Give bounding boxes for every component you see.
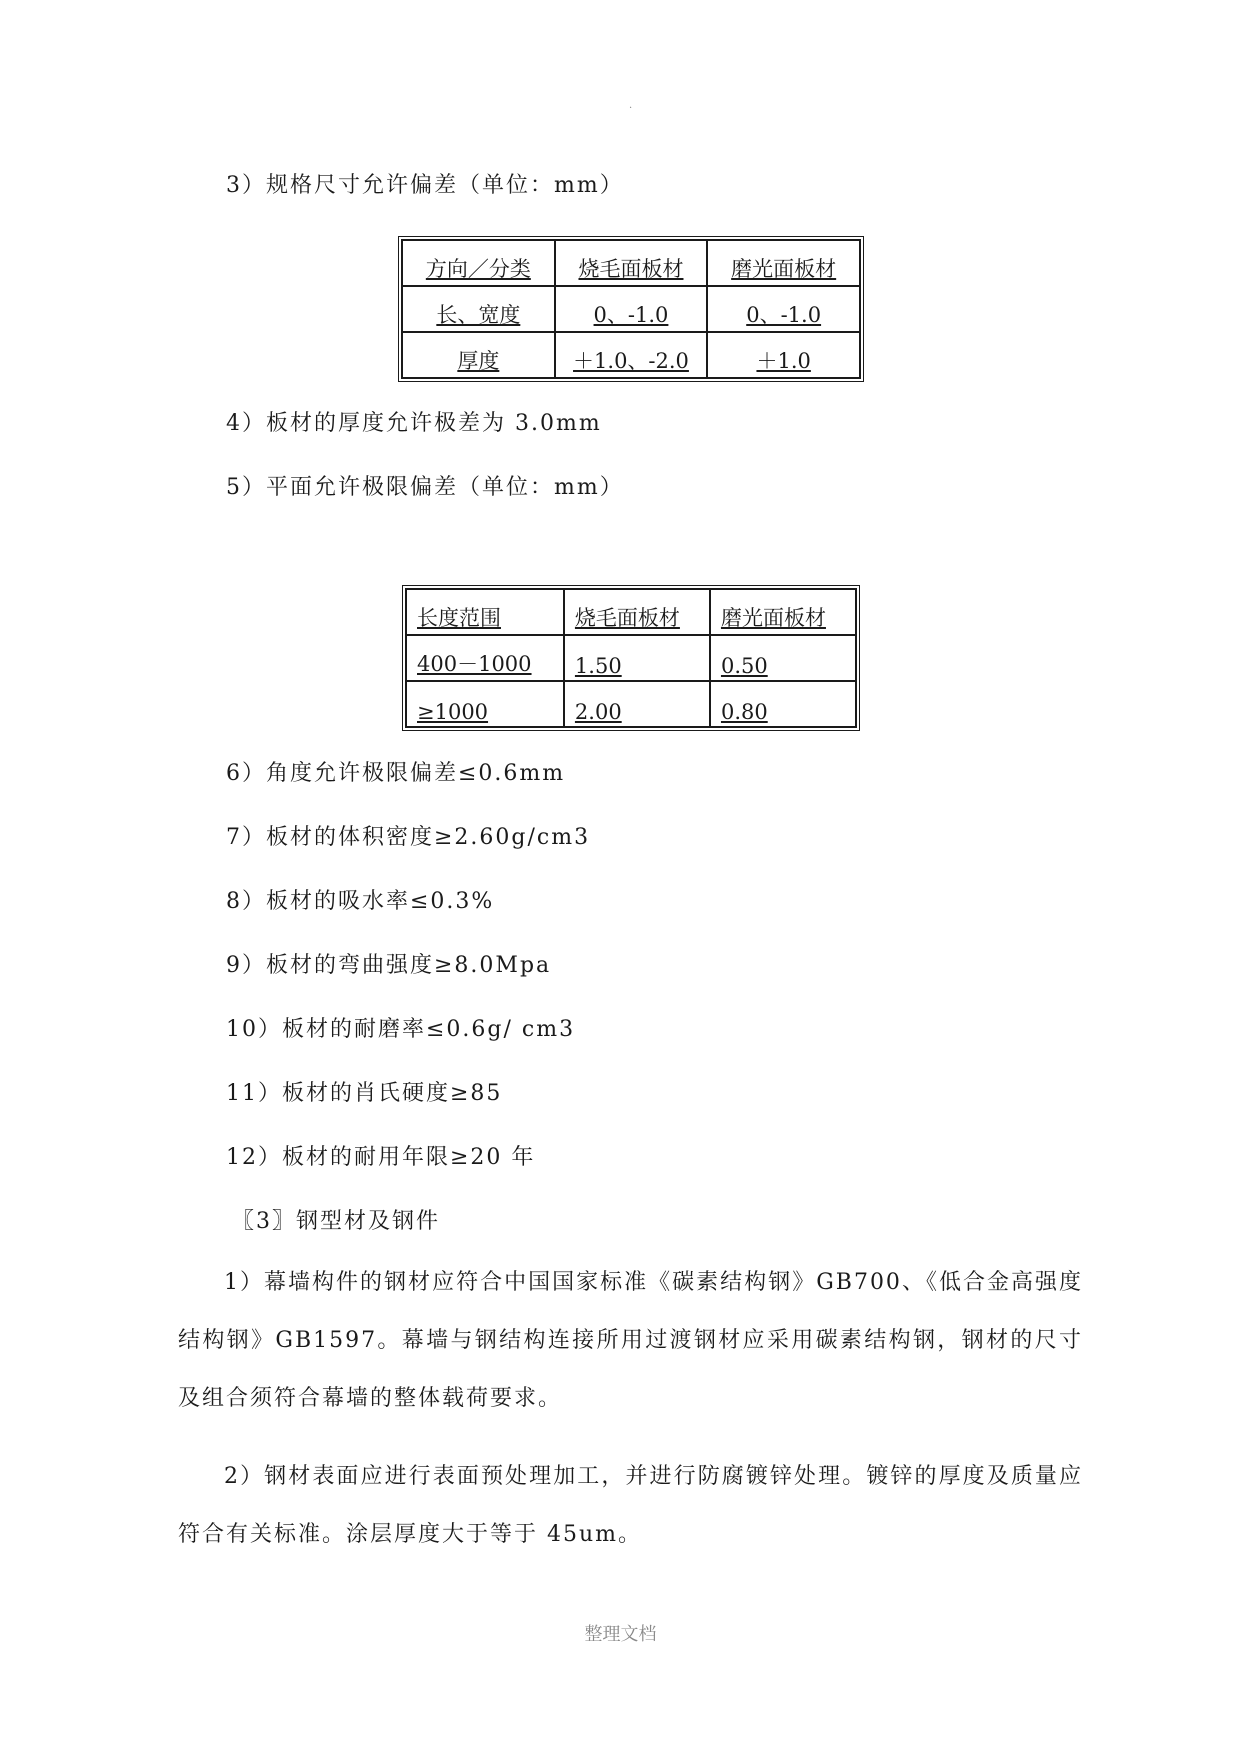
list-item: 12）板材的耐用年限≥20 年 [226,1145,536,1170]
section3-heading: 〖3〗钢型材及钢件 [232,1209,440,1234]
table-header-cell: 磨光面板材 [731,257,837,281]
item5-heading: 5）平面允许极限偏差（单位：mm） [226,475,624,500]
table-header-cell: 烧毛面板材 [578,257,684,281]
table-cell: 400－1000 [417,652,532,676]
flatness-table [402,585,860,731]
table-row [406,681,856,727]
tolerance-table [398,236,864,382]
item3-heading: 3）规格尺寸允许偏差（单位：mm） [226,173,624,198]
list-item: 11）板材的肖氏硬度≥85 [226,1081,503,1106]
table-cell: 0、-1.0 [593,303,669,327]
table-cell: 2.00 [574,700,622,724]
top-mark: . [629,100,633,111]
paragraph [178,1254,1083,1428]
list-item: 9）板材的弯曲强度≥8.0Mpa [226,953,552,978]
item4: 4）板材的厚度允许极差为 3.0mm [226,411,602,436]
table-row [406,635,856,681]
table-cell: 1.50 [574,654,622,678]
table-cell: ≥1000 [417,700,489,724]
table-cell: 厚度 [457,349,500,373]
table-cell: 0.80 [720,700,768,724]
paragraph [178,1448,1083,1564]
table-header-row [406,589,856,635]
table-row [402,286,860,332]
page-footer: 整理文档 [584,1624,657,1645]
table-cell: ＋1.0 [756,349,811,373]
list-item: 7）板材的体积密度≥2.60g/cm3 [226,825,591,850]
list-item: 8）板材的吸水率≤0.3% [226,889,495,914]
table-row [402,332,860,378]
table-cell: 0.50 [720,654,768,678]
table-header-cell: 烧毛面板材 [574,606,680,630]
table-cell: ＋1.0、-2.0 [573,349,689,373]
table-header-row [402,240,860,286]
table-cell: 长、宽度 [436,303,521,327]
paragraph-text: 1）幕墙构件的钢材应符合中国国家标准《碳素结构钢》GB700、《低合金高强度结构钢》GB1597。幕墙与钢结构连接所用过渡钢材应采用碳素结构钢，钢材的尺寸及组合须符合幕墙的整体载荷要求。 [178,1270,1083,1411]
list-item: 10）板材的耐磨率≤0.6g/ cm3 [226,1017,576,1042]
paragraph-text: 2）钢材表面应进行表面预处理加工，并进行防腐镀锌处理。镀锌的厚度及质量应符合有关标准。涂层厚度大于等于 45um。 [178,1464,1083,1547]
table-cell: 0、-1.0 [746,303,822,327]
list-item: 6）角度允许极限偏差≤0.6mm [226,761,566,786]
table-header-cell: 方向／分类 [425,257,531,281]
table-header-cell: 长度范围 [417,606,501,630]
table-header-cell: 磨光面板材 [720,606,826,630]
